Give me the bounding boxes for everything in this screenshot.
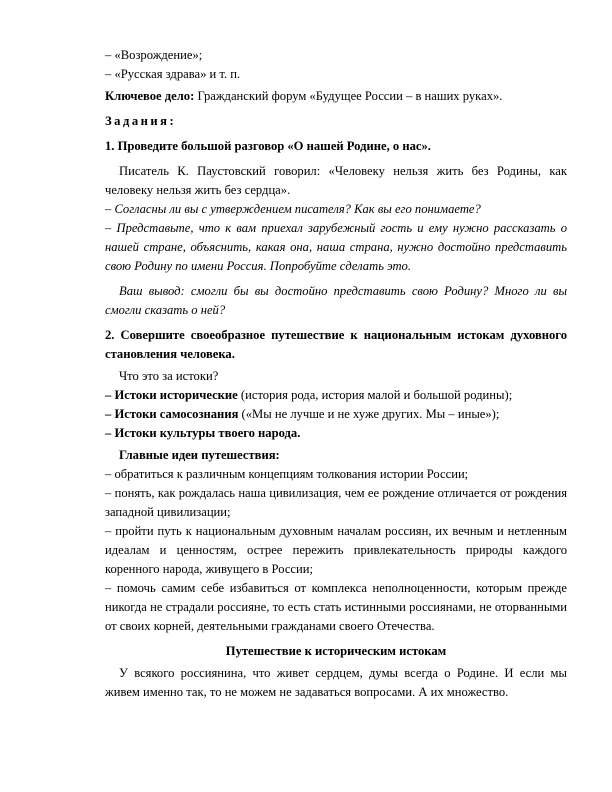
- task1-question-2: – Представьте, что к вам приехал зарубежный гость и ему нужно рассказать о нашей стране, объяснить, какая она, наша страна, нужно достойно представить свою Родину по имени Россия. Попробуйте сделать это.: [105, 221, 567, 273]
- page-content: [105, 46, 567, 702]
- key-case-text: Гражданский форум «Будущее России – в наших руках».: [194, 89, 503, 103]
- list-item: – «Русская здрава» и т. п.: [105, 67, 241, 81]
- ideas-heading: Главные идеи путешествия:: [119, 448, 280, 462]
- task2-heading: 2. Совершите своеобразное путешествие к национальным истокам духовного становления человека.: [105, 328, 567, 361]
- task2-question: Что это за истоки?: [119, 369, 219, 383]
- idea-item: – обратиться к различным концепциям толкования истории России;: [105, 467, 469, 481]
- source-item: – Истоки самосознания («Мы не лучше и не хуже других. Мы – иные»);: [105, 407, 500, 421]
- task1-quote: Писатель К. Паустовский говорил: «Человеку нельзя жить без Родины, как человеку нельзя жить без сердца».: [105, 164, 567, 197]
- idea-item: – помочь самим себе избавиться от комплекса неполноценности, которым прежде никогда не страдали россияне, то есть стать истинными россиянами, не оторванными от своих корней, деятельными гражданами своего Отечества.: [105, 581, 567, 633]
- idea-item: – пройти путь к национальным духовным началам россиян, их вечным и нетленным идеалам и ценностям, острее пережить привлекательность природы каждого коренного народа, живущего в России;: [105, 524, 567, 576]
- source-item: – Истоки исторические (история рода, история малой и большой родины);: [105, 388, 513, 402]
- list-item: – «Возрождение»;: [105, 48, 203, 62]
- section-title: Путешествие к историческим истокам: [225, 644, 447, 658]
- source-item: – Истоки культуры твоего народа.: [105, 426, 301, 440]
- task1-question-1: – Согласны ли вы с утверждением писателя? Как вы его понимаете?: [105, 202, 481, 216]
- task1-heading: 1. Проведите большой разговор «О нашей Родине, о нас».: [105, 139, 431, 153]
- task1-conclusion: Ваш вывод: смогли бы вы достойно представить свою Родину? Много ли вы смогли сказать о ней?: [105, 284, 567, 317]
- tasks-heading: Задания:: [105, 114, 177, 128]
- key-case-line: [105, 87, 567, 106]
- section-text: У всякого россиянина, что живет сердцем, думы всегда о Родине. И если мы живем именно так, то не можем не задаваться вопросами. А их множество.: [105, 666, 567, 699]
- key-case-label: Ключевое дело:: [105, 89, 195, 103]
- idea-item: – понять, как рождалась наша цивилизация, чем ее рождение отличается от рождения западной цивилизации;: [105, 486, 567, 519]
